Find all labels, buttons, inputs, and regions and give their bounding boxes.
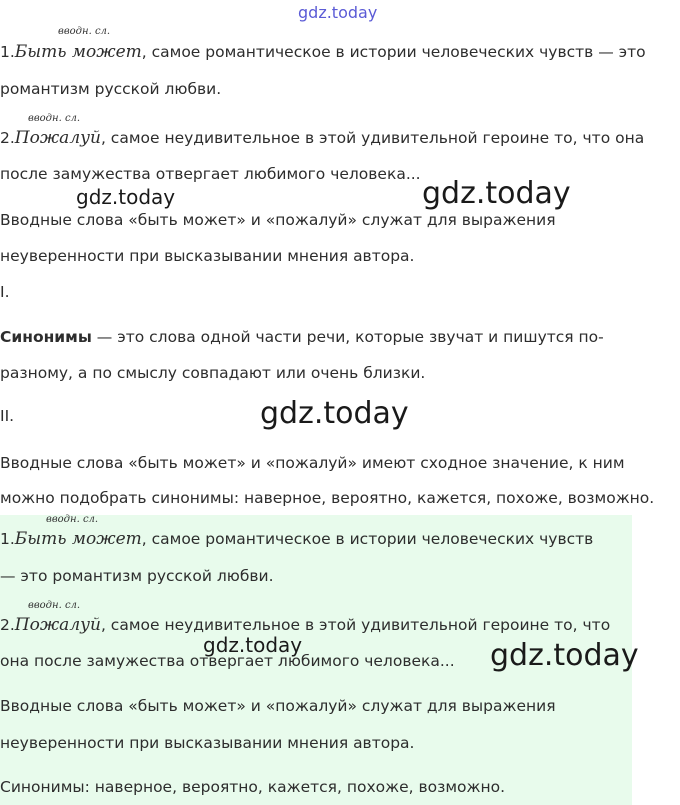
intro-word-note: вводн. сл.: [28, 600, 81, 611]
intro-phrase: Быть может: [14, 529, 142, 549]
watermark-top: gdz.today: [298, 3, 378, 22]
watermark: gdz.today: [490, 638, 639, 673]
synonyms-intro-line-1: Вводные слова «быть может» и «пожалуй» имеют сходное значение, к ним: [0, 454, 625, 472]
sentence-1-line-1: 1.Быть может, самое романтическое в истории человеческих чувств — это: [0, 42, 646, 62]
explanation-line-1: Вводные слова «быть может» и «пожалуй» служат для выражения: [0, 211, 556, 229]
intro-word-note: вводн. сл.: [58, 26, 111, 37]
boxed-sentence-1-line-2: — это романтизм русской любви.: [0, 567, 274, 585]
synonyms-intro-line-2: можно подобрать синонимы: наверное, вероятно, кажется, похоже, возможно.: [0, 489, 655, 507]
intro-phrase: Быть может: [14, 42, 142, 62]
sentence-1-line-2: романтизм русской любви.: [0, 80, 222, 98]
boxed-synonyms-list: Синонимы: наверное, вероятно, кажется, похоже, возможно.: [0, 778, 506, 796]
intro-phrase: Пожалуй: [14, 128, 101, 148]
intro-word-note: вводн. сл.: [46, 514, 99, 525]
watermark: gdz.today: [422, 176, 571, 211]
synonyms-definition-line-1: Синонимы — это слова одной части речи, которые звучат и пишутся по-: [0, 328, 604, 346]
roman-numeral-2: II.: [0, 407, 15, 425]
term-synonyms: Синонимы: [0, 328, 92, 346]
watermark: gdz.today: [260, 396, 409, 431]
sentence-2-line-1: 2.Пожалуй, самое неудивительное в этой удивительной героине то, что она: [0, 128, 645, 148]
boxed-explanation-line-2: неуверенности при высказывании мнения автора.: [0, 734, 415, 752]
intro-phrase: Пожалуй: [14, 615, 101, 635]
watermark: gdz.today: [76, 185, 176, 209]
roman-numeral-1: I.: [0, 283, 10, 301]
synonyms-definition-line-2: разному, а по смыслу совпадают или очень близки.: [0, 364, 426, 382]
watermark: gdz.today: [203, 633, 303, 657]
boxed-sentence-2-line-1: 2.Пожалуй, самое неудивительное в этой удивительной героине то, что: [0, 615, 611, 635]
intro-word-note: вводн. сл.: [28, 113, 81, 124]
sentence-2-line-2: после замужества отвергает любимого человека...: [0, 165, 421, 183]
boxed-explanation-line-1: Вводные слова «быть может» и «пожалуй» служат для выражения: [0, 697, 556, 715]
explanation-line-2: неуверенности при высказывании мнения автора.: [0, 247, 415, 265]
boxed-sentence-2-line-2: она после замужества отвергает любимого человека...: [0, 652, 455, 670]
boxed-sentence-1-line-1: 1.Быть может, самое романтическое в истории человеческих чувств: [0, 529, 594, 549]
